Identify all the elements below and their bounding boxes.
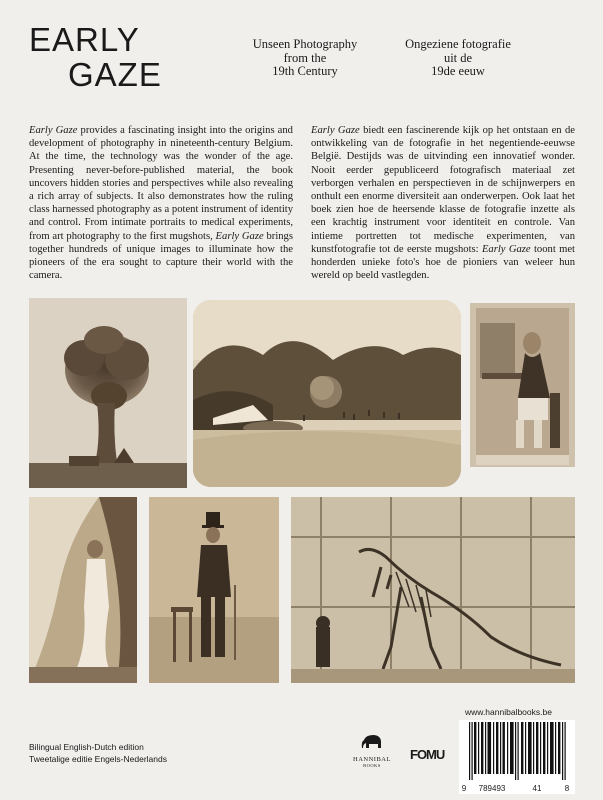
- edition-info: [29, 741, 167, 765]
- subtitle-en-line: 19th Century: [272, 64, 338, 78]
- italic-book-title: Early Gaze: [215, 230, 264, 242]
- description-text: brings together hundreds of unique images to illuminate how the pioneers of the era sought to capture their world with the camera.: [29, 230, 293, 282]
- edition-dutch: Tweetalige editie Engels-Nederlands: [29, 754, 167, 764]
- italic-book-title: Early Gaze: [29, 125, 78, 136]
- photo-woman-curtain: [29, 497, 137, 683]
- publisher-name: HANNIBAL: [353, 756, 391, 763]
- photo-smoke-explosion: [29, 298, 187, 488]
- subtitle-dutch: [393, 38, 523, 79]
- photo-park-balloon: [193, 300, 461, 487]
- barcode-bars: [459, 720, 575, 780]
- subtitle-nl-line: uit de: [443, 50, 473, 65]
- description-text: provides a fascinating insight into the origins and development of photography in nineteenth-century Belgium. At the time, the technology was the wonder of the age. Presenting never-before-published material, the book uncovers hidden stories and perspectives while also revealing a rich array of subjects. It also demonstrates how the ruling class harnessed photography as a potent instrument of identity and control. From intimate portraits to medical experiments, from art photography to the first mugshots,: [29, 125, 293, 242]
- subtitle-en-line: Unseen Photography: [252, 37, 358, 51]
- title-line-2: GAZE: [68, 56, 162, 93]
- subtitle-en-line: from the: [283, 50, 327, 65]
- barcode-digit-group: 789493: [478, 784, 506, 793]
- barcode-digit-lead: 9: [461, 784, 467, 793]
- italic-book-title: Early Gaze: [481, 243, 531, 255]
- barcode-digits: [459, 784, 575, 793]
- description-dutch: [311, 124, 575, 282]
- subtitle-nl-line: Ongeziene fotografie: [405, 37, 511, 51]
- photo-dinosaur-skeleton: [291, 497, 575, 683]
- italic-book-title: Early Gaze: [311, 125, 360, 136]
- edition-english: Bilingual English-Dutch edition: [29, 742, 144, 752]
- photo-man-at-desk: [470, 303, 575, 467]
- elephant-icon: [361, 734, 383, 750]
- barcode-digit-group: 41: [532, 784, 542, 793]
- description-english: [29, 124, 293, 282]
- isbn-barcode: [459, 720, 575, 794]
- publisher-website: www.hannibalbooks.be: [465, 707, 552, 717]
- book-title: [29, 22, 162, 92]
- publisher-sub: BOOKS: [363, 763, 381, 768]
- subtitle-nl-line: 19de eeuw: [431, 64, 485, 78]
- fomu-logo: FOMU: [410, 747, 445, 762]
- title-line-1: EARLY: [29, 21, 140, 58]
- description-text: biedt een fascinerende kijk op het ontstaan en de ontwikkeling van de fotografie in het negentiende-eeuwse België. Destijds was de uitvinding een innovatief wonder. Nooit eerder gepubliceerd fotografisch materiaal zet verborgen verhalen en perspectieven in de schijnwerpers en onthult een enorme diversiteit aan onderwerpen. Ook laat het boek zien hoe de heersende klasse de fotografie inzette als een krachtig instrument voor identiteit en controle. Van intieme portretten tot medische experimenten, van kunstfotografie tot de eerste mugshots:: [311, 125, 575, 255]
- hannibal-logo: [352, 734, 392, 768]
- subtitle-english: [240, 38, 370, 79]
- barcode-digit-group: 8: [564, 784, 570, 793]
- description-text: toont met honderden unieke foto's hoe de pioniers van weleer hun wereld op beeld vastlegden.: [311, 243, 575, 282]
- photo-man-top-hat: [149, 497, 279, 683]
